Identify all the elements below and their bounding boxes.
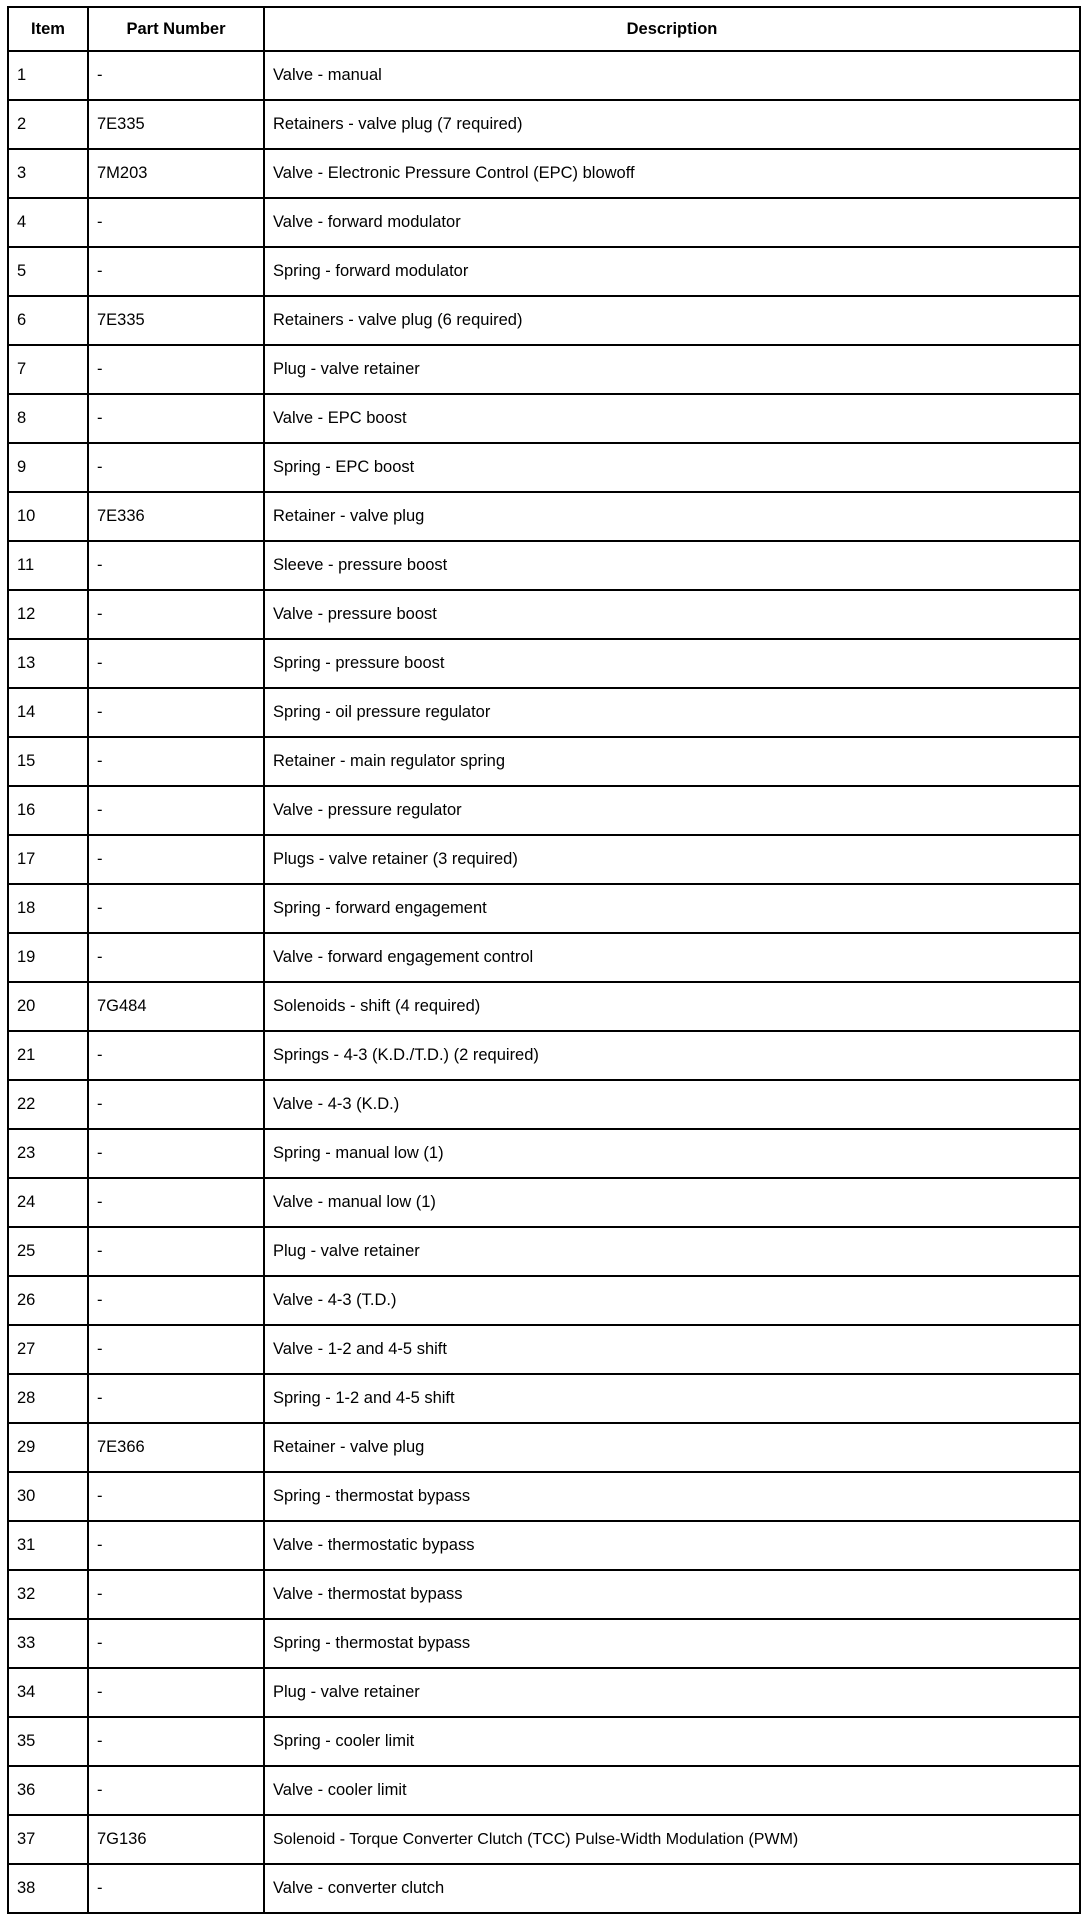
cell-part-number: -	[88, 884, 264, 933]
cell-part-number: -	[88, 51, 264, 100]
table-row	[8, 492, 1080, 541]
cell-item: 2	[8, 100, 88, 149]
table-row	[8, 1717, 1080, 1766]
table-row	[8, 1766, 1080, 1815]
cell-description: Retainers - valve plug (7 required)	[264, 100, 1080, 149]
cell-description: Spring - cooler limit	[264, 1717, 1080, 1766]
table-row	[8, 394, 1080, 443]
table-row	[8, 786, 1080, 835]
table-row	[8, 198, 1080, 247]
table-row	[8, 1129, 1080, 1178]
cell-description: Plug - valve retainer	[264, 1227, 1080, 1276]
cell-item: 38	[8, 1864, 88, 1913]
cell-part-number: 7E366	[88, 1423, 264, 1472]
cell-part-number: -	[88, 1864, 264, 1913]
cell-item: 4	[8, 198, 88, 247]
cell-item: 32	[8, 1570, 88, 1619]
cell-description: Spring - pressure boost	[264, 639, 1080, 688]
table-row	[8, 1227, 1080, 1276]
cell-part-number: -	[88, 1080, 264, 1129]
cell-item: 9	[8, 443, 88, 492]
table-row	[8, 1864, 1080, 1913]
cell-description: Valve - 4-3 (T.D.)	[264, 1276, 1080, 1325]
cell-part-number: -	[88, 639, 264, 688]
table-row	[8, 1521, 1080, 1570]
cell-part-number: -	[88, 1668, 264, 1717]
table-row	[8, 541, 1080, 590]
cell-description: Valve - 4-3 (K.D.)	[264, 1080, 1080, 1129]
table-header	[8, 7, 1080, 51]
cell-part-number: -	[88, 933, 264, 982]
cell-description: Solenoids - shift (4 required)	[264, 982, 1080, 1031]
cell-item: 30	[8, 1472, 88, 1521]
cell-description: Spring - manual low (1)	[264, 1129, 1080, 1178]
cell-item: 15	[8, 737, 88, 786]
cell-part-number: -	[88, 590, 264, 639]
cell-description: Valve - manual	[264, 51, 1080, 100]
cell-item: 7	[8, 345, 88, 394]
cell-description: Plugs - valve retainer (3 required)	[264, 835, 1080, 884]
table-row	[8, 296, 1080, 345]
cell-item: 36	[8, 1766, 88, 1815]
table-row	[8, 884, 1080, 933]
cell-item: 37	[8, 1815, 88, 1864]
cell-part-number: -	[88, 1129, 264, 1178]
cell-description: Retainer - main regulator spring	[264, 737, 1080, 786]
cell-description: Solenoid - Torque Converter Clutch (TCC) Pulse-Width Modulation (PWM)	[264, 1815, 1080, 1864]
cell-item: 20	[8, 982, 88, 1031]
cell-item: 19	[8, 933, 88, 982]
cell-item: 14	[8, 688, 88, 737]
cell-part-number: -	[88, 1227, 264, 1276]
cell-part-number: -	[88, 1276, 264, 1325]
cell-part-number: -	[88, 541, 264, 590]
cell-part-number: 7M203	[88, 149, 264, 198]
table-row	[8, 51, 1080, 100]
table-row	[8, 149, 1080, 198]
cell-item: 10	[8, 492, 88, 541]
cell-description: Spring - EPC boost	[264, 443, 1080, 492]
cell-item: 17	[8, 835, 88, 884]
cell-part-number: -	[88, 835, 264, 884]
cell-description: Valve - pressure regulator	[264, 786, 1080, 835]
cell-part-number: -	[88, 345, 264, 394]
cell-description: Valve - thermostatic bypass	[264, 1521, 1080, 1570]
table-row	[8, 1325, 1080, 1374]
cell-part-number: -	[88, 443, 264, 492]
cell-description: Spring - thermostat bypass	[264, 1619, 1080, 1668]
cell-part-number: -	[88, 247, 264, 296]
cell-item: 11	[8, 541, 88, 590]
cell-item: 16	[8, 786, 88, 835]
table-row	[8, 639, 1080, 688]
cell-part-number: -	[88, 737, 264, 786]
cell-description: Valve - pressure boost	[264, 590, 1080, 639]
cell-description: Valve - Electronic Pressure Control (EPC) blowoff	[264, 149, 1080, 198]
cell-description: Valve - manual low (1)	[264, 1178, 1080, 1227]
table-header-row	[8, 7, 1080, 51]
cell-part-number: -	[88, 786, 264, 835]
cell-part-number: -	[88, 1619, 264, 1668]
cell-description: Spring - forward modulator	[264, 247, 1080, 296]
cell-item: 5	[8, 247, 88, 296]
cell-description: Retainer - valve plug	[264, 492, 1080, 541]
cell-part-number: 7G484	[88, 982, 264, 1031]
cell-part-number: -	[88, 1374, 264, 1423]
cell-item: 3	[8, 149, 88, 198]
cell-part-number: -	[88, 394, 264, 443]
cell-part-number: -	[88, 1472, 264, 1521]
cell-part-number: -	[88, 1521, 264, 1570]
cell-description: Valve - EPC boost	[264, 394, 1080, 443]
cell-part-number: -	[88, 1766, 264, 1815]
cell-part-number: 7E335	[88, 296, 264, 345]
cell-description: Plug - valve retainer	[264, 1668, 1080, 1717]
table-row	[8, 933, 1080, 982]
table-row	[8, 443, 1080, 492]
cell-description: Spring - forward engagement	[264, 884, 1080, 933]
table-row	[8, 100, 1080, 149]
table-row	[8, 1080, 1080, 1129]
column-header-item: Item	[8, 7, 88, 51]
cell-description: Valve - forward modulator	[264, 198, 1080, 247]
cell-part-number: -	[88, 198, 264, 247]
cell-description: Spring - oil pressure regulator	[264, 688, 1080, 737]
cell-item: 8	[8, 394, 88, 443]
cell-description: Valve - converter clutch	[264, 1864, 1080, 1913]
cell-description: Retainer - valve plug	[264, 1423, 1080, 1472]
cell-item: 12	[8, 590, 88, 639]
table-row	[8, 737, 1080, 786]
table-row	[8, 1472, 1080, 1521]
table-row	[8, 1423, 1080, 1472]
cell-item: 6	[8, 296, 88, 345]
table-row	[8, 1619, 1080, 1668]
cell-item: 26	[8, 1276, 88, 1325]
column-header-description: Description	[264, 7, 1080, 51]
table-row	[8, 345, 1080, 394]
cell-part-number: 7E336	[88, 492, 264, 541]
column-header-part-number: Part Number	[88, 7, 264, 51]
cell-item: 13	[8, 639, 88, 688]
cell-description: Valve - 1-2 and 4-5 shift	[264, 1325, 1080, 1374]
table-row	[8, 590, 1080, 639]
cell-description: Spring - thermostat bypass	[264, 1472, 1080, 1521]
table-row	[8, 835, 1080, 884]
table-body	[8, 51, 1080, 1913]
cell-item: 31	[8, 1521, 88, 1570]
cell-description: Sleeve - pressure boost	[264, 541, 1080, 590]
cell-part-number: -	[88, 1178, 264, 1227]
table-row	[8, 1815, 1080, 1864]
table-row	[8, 1668, 1080, 1717]
table-row	[8, 1374, 1080, 1423]
cell-part-number: -	[88, 688, 264, 737]
table-row	[8, 1031, 1080, 1080]
cell-item: 1	[8, 51, 88, 100]
cell-item: 28	[8, 1374, 88, 1423]
cell-part-number: -	[88, 1325, 264, 1374]
cell-item: 22	[8, 1080, 88, 1129]
table-row	[8, 982, 1080, 1031]
cell-part-number: -	[88, 1717, 264, 1766]
parts-table	[7, 6, 1081, 1914]
table-row	[8, 247, 1080, 296]
cell-description: Valve - cooler limit	[264, 1766, 1080, 1815]
table-row	[8, 1178, 1080, 1227]
cell-part-number: 7G136	[88, 1815, 264, 1864]
cell-description: Plug - valve retainer	[264, 345, 1080, 394]
cell-description: Valve - forward engagement control	[264, 933, 1080, 982]
cell-description: Retainers - valve plug (6 required)	[264, 296, 1080, 345]
cell-part-number: -	[88, 1570, 264, 1619]
cell-item: 18	[8, 884, 88, 933]
cell-item: 29	[8, 1423, 88, 1472]
cell-item: 34	[8, 1668, 88, 1717]
cell-item: 25	[8, 1227, 88, 1276]
cell-description: Spring - 1-2 and 4-5 shift	[264, 1374, 1080, 1423]
cell-item: 27	[8, 1325, 88, 1374]
cell-description: Valve - thermostat bypass	[264, 1570, 1080, 1619]
cell-part-number: 7E335	[88, 100, 264, 149]
table-row	[8, 688, 1080, 737]
table-row	[8, 1570, 1080, 1619]
table-row	[8, 1276, 1080, 1325]
cell-item: 21	[8, 1031, 88, 1080]
cell-description: Springs - 4-3 (K.D./T.D.) (2 required)	[264, 1031, 1080, 1080]
cell-item: 24	[8, 1178, 88, 1227]
cell-item: 33	[8, 1619, 88, 1668]
cell-part-number: -	[88, 1031, 264, 1080]
cell-item: 23	[8, 1129, 88, 1178]
cell-item: 35	[8, 1717, 88, 1766]
